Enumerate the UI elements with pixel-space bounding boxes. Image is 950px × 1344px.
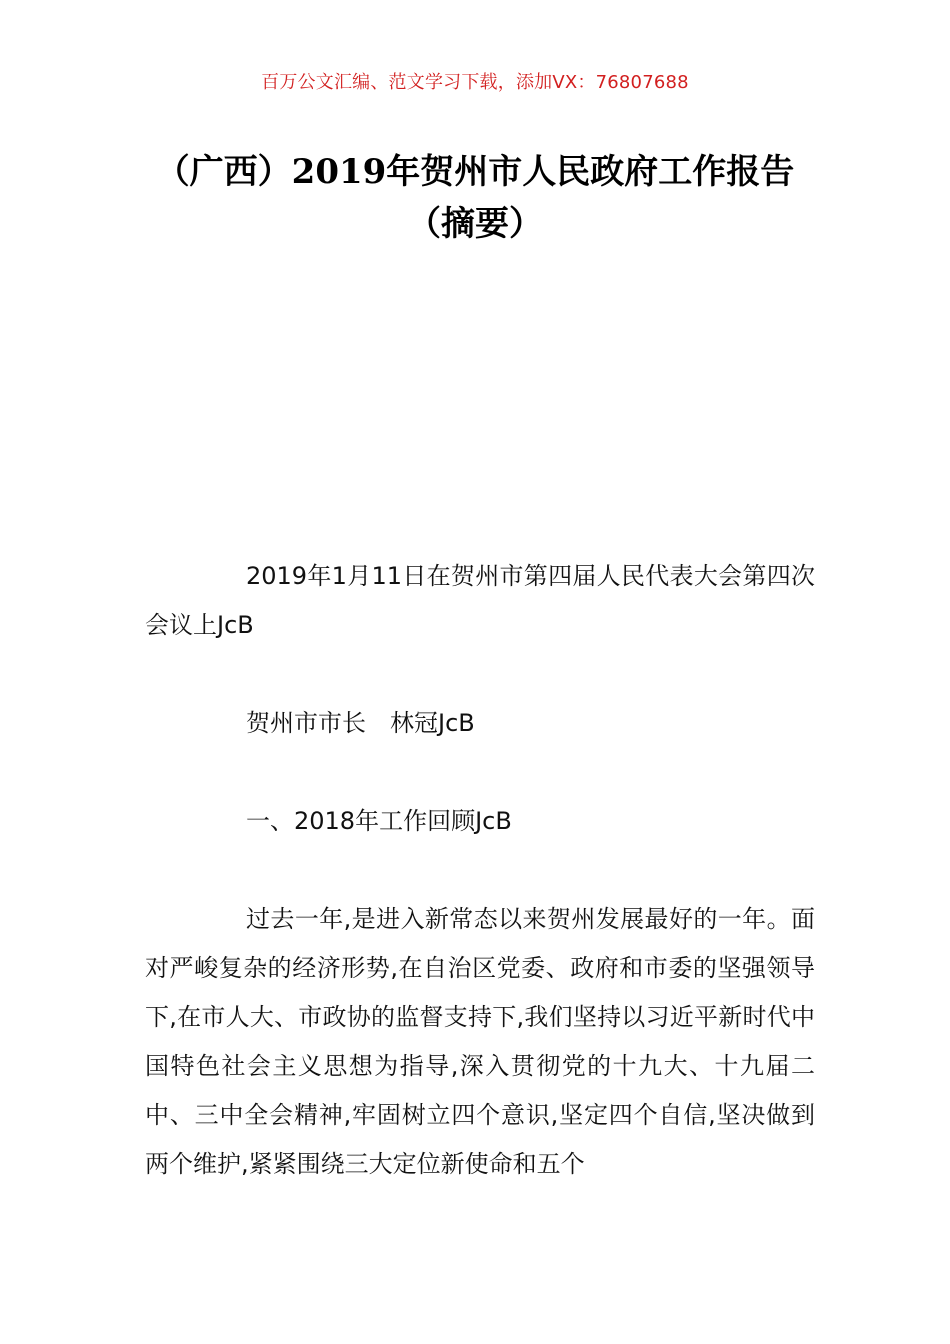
meeting-info-paragraph: 2019年1月11日在贺州市第四届人民代表大会第四次会议上JcB bbox=[145, 562, 815, 639]
header-note: 百万公文汇编、范文学习下载，添加VX：76807688 bbox=[261, 72, 689, 93]
title-line-subtitle: （摘要） bbox=[407, 204, 543, 244]
section-heading-paragraph: 一、2018年工作回顾JcB bbox=[246, 807, 512, 835]
review-paragraph: 过去一年,是进入新常态以来贺州发展最好的一年。面对严峻复杂的经济形势,在自治区党委、政府和市委的坚强领导下,在市人大、市政协的监督支持下,我们坚持以习近平新时代中国特色社会主义思想为指导,深入贯彻党的十九大、十九届二中、三中全会精神,牢固树立四个意识,坚定四个自信,坚决做到两个维护,紧紧围绕三大定位新使命和五个 bbox=[145, 905, 815, 1178]
document-title bbox=[0, 146, 950, 250]
title-line-main: （广西）2019年贺州市人民政府工作报告 bbox=[155, 152, 795, 192]
speaker-paragraph: 贺州市市长 林冠JcB bbox=[246, 709, 475, 737]
document-body bbox=[145, 552, 815, 1189]
